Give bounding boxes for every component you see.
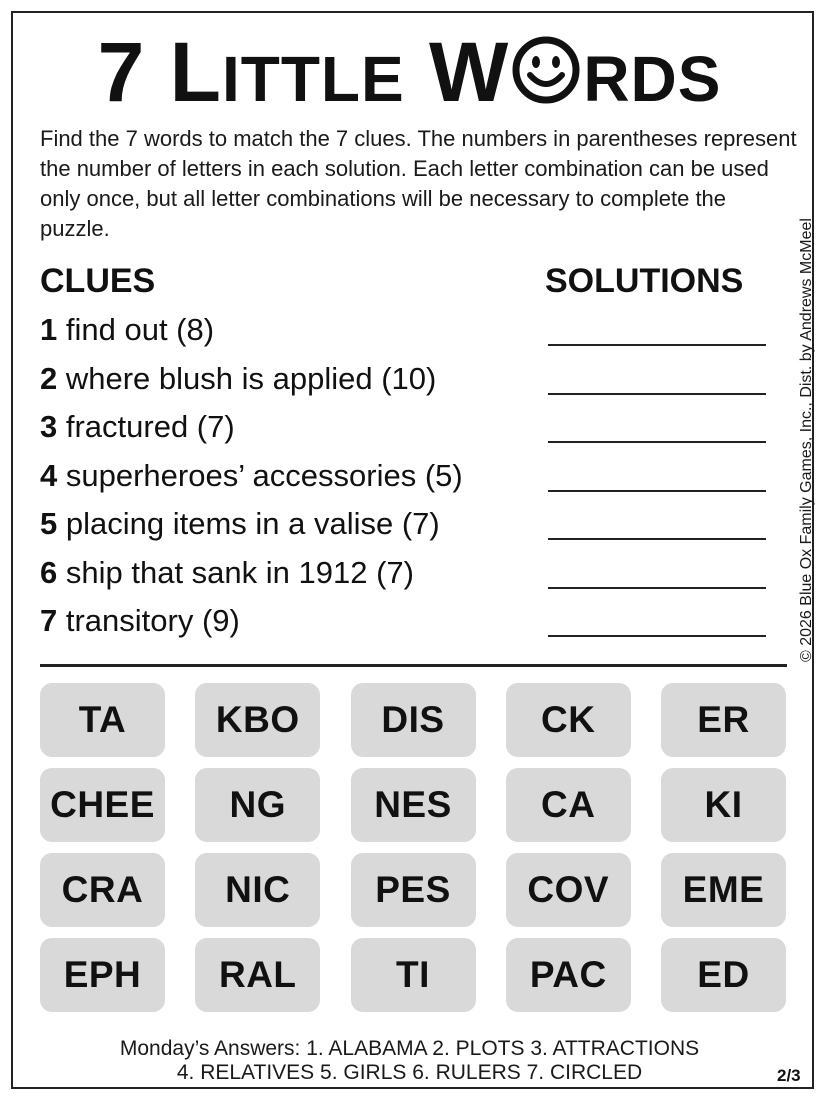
title-part-1: 7 L <box>97 25 222 119</box>
letter-tile[interactable]: CA <box>506 768 631 842</box>
clue-label: placing items in a valise (7) <box>57 506 440 541</box>
title-part-2: W <box>404 25 510 119</box>
clue-number: 5 <box>40 506 58 541</box>
letter-tile[interactable]: NIC <box>195 853 320 927</box>
letter-tiles-grid <box>40 683 786 1012</box>
letter-tile[interactable]: COV <box>506 853 631 927</box>
clue-text <box>40 312 214 348</box>
clue-list <box>40 312 785 652</box>
clue-label: fractured (7) <box>57 409 235 444</box>
letter-tile[interactable]: DIS <box>351 683 476 757</box>
clue-number: 7 <box>40 603 58 638</box>
smiley-icon <box>511 34 581 104</box>
instructions: Find the 7 words to match the 7 clues. The numbers in parentheses represent the number of letters in each solution. Each letter combination can be used only once, but all letter combinations will be necessary to complete the puzzle. <box>40 126 797 241</box>
clue-text <box>40 555 414 591</box>
clue-label: ship that sank in 1912 (7) <box>57 554 414 590</box>
previous-answers-line-2: 4. RELATIVES 5. GIRLS 6. RULERS 7. CIRCLED <box>176 1061 643 1084</box>
letter-tile[interactable]: PAC <box>506 938 631 1012</box>
clue-number: 4 <box>40 457 58 493</box>
clue-text <box>40 603 240 639</box>
solution-blank[interactable] <box>548 538 766 540</box>
letter-tile[interactable]: ED <box>661 938 786 1012</box>
clue-number: 2 <box>40 360 58 396</box>
solution-blank[interactable] <box>548 587 766 589</box>
clue-row <box>40 506 785 555</box>
letter-tile[interactable]: ER <box>661 683 786 757</box>
clue-row <box>40 458 785 507</box>
clue-label: transitory (9) <box>57 603 240 638</box>
clue-label: superheroes’ accessories (5) <box>57 457 463 493</box>
clue-text <box>40 409 235 445</box>
clue-number: 3 <box>40 409 58 444</box>
solution-blank[interactable] <box>548 490 766 492</box>
title-part-2-small: RDS <box>583 43 722 115</box>
solution-blank[interactable] <box>548 635 766 637</box>
letter-tile[interactable]: CK <box>506 683 631 757</box>
clues-heading: CLUES <box>40 262 156 300</box>
previous-answers <box>0 1037 819 1085</box>
solution-blank[interactable] <box>548 393 766 395</box>
copyright-credit: © 2026 Blue Ox Family Games, Inc., Dist. by Andrews McMeel <box>798 218 815 662</box>
solution-blank[interactable] <box>548 344 766 346</box>
letter-tile[interactable]: KBO <box>195 683 320 757</box>
letter-tile[interactable]: EME <box>661 853 786 927</box>
clue-row <box>40 555 785 604</box>
letter-tile[interactable]: TA <box>40 683 165 757</box>
clue-row <box>40 361 785 410</box>
clue-row <box>40 603 785 652</box>
clue-number: 1 <box>40 312 58 347</box>
clue-label: find out (8) <box>57 312 215 347</box>
previous-answers-line-1: Monday’s Answers: 1. ALABAMA 2. PLOTS 3. ATTRACTIONS <box>119 1037 700 1060</box>
puzzle-title <box>0 25 819 119</box>
letter-tile[interactable]: TI <box>351 938 476 1012</box>
clue-text <box>40 458 463 494</box>
letter-tile[interactable]: EPH <box>40 938 165 1012</box>
letter-tile[interactable]: KI <box>661 768 786 842</box>
divider <box>40 664 787 667</box>
solution-blank[interactable] <box>548 441 766 443</box>
clue-row <box>40 409 785 458</box>
letter-tile[interactable]: RAL <box>195 938 320 1012</box>
clue-label: where blush is applied (10) <box>57 360 437 396</box>
letter-tile[interactable]: NES <box>351 768 476 842</box>
letter-tile[interactable]: CRA <box>40 853 165 927</box>
letter-tile[interactable]: CHEE <box>40 768 165 842</box>
clue-text <box>40 506 440 542</box>
letter-tile[interactable]: PES <box>351 853 476 927</box>
page-number: 2/3 <box>777 1066 801 1085</box>
letter-tile[interactable]: NG <box>195 768 320 842</box>
clue-number: 6 <box>40 554 58 590</box>
clue-row <box>40 312 785 361</box>
solutions-heading: SOLUTIONS <box>545 262 744 300</box>
clue-text <box>40 361 436 397</box>
title-part-1-small: ITTLE <box>221 43 405 115</box>
